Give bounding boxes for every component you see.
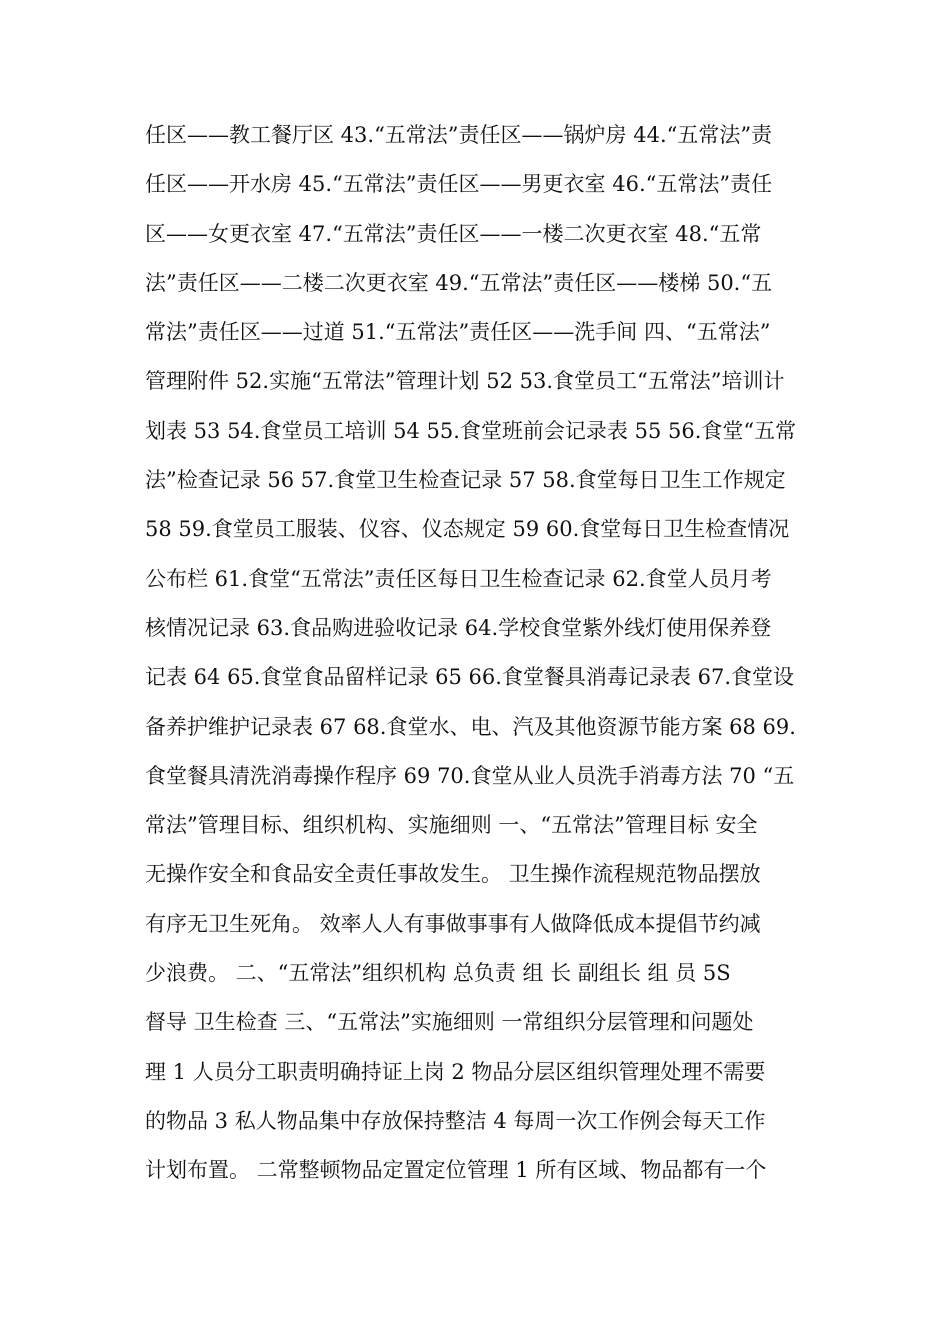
text-line: 核情况记录 63.食品购进验收记录 64.学校食堂紫外线灯使用保养登 xyxy=(145,615,772,640)
text-line: 任区——教工餐厅区 43.“五常法”责任区——锅炉房 44.“五常法”责 xyxy=(145,123,773,147)
text-line: 计划布置。 二常整顿物品定置定位管理 1 所有区域、物品都有一个 xyxy=(145,1158,767,1183)
text-line: 无操作安全和食品安全责任事故发生。 卫生操作流程规范物品摆放 xyxy=(145,862,761,887)
text-line: 法”责任区——二楼二次更衣室 49.“五常法”责任区——楼梯 50.“五 xyxy=(145,270,773,295)
text-line: 记表 64 65.食堂食品留样记录 65 66.食堂餐具消毒记录表 67.食堂设 xyxy=(145,665,795,690)
text-line: 备养护维护记录表 67 68.食堂水、电、汽及其他资源节能方案 68 69. xyxy=(145,714,796,739)
text-line: 公布栏 61.食堂“五常法”责任区每日卫生检查记录 62.食堂人员月考 xyxy=(145,566,772,591)
text-line: 的物品 3 私人物品集中存放保持整洁 4 每周一次工作例会每天工作 xyxy=(145,1108,766,1133)
text-line: 食堂餐具清洗消毒操作程序 69 70.食堂从业人员洗手消毒方法 70 “五 xyxy=(145,763,795,788)
text-line: 法”检查记录 56 57.食堂卫生检查记录 57 58.食堂每日卫生工作规定 xyxy=(145,468,786,493)
text-line: 理 1 人员分工职责明确持证上岗 2 物品分层区组织管理处理不需要 xyxy=(145,1059,766,1084)
text-line: 区——女更衣室 47.“五常法”责任区——一楼二次更衣室 48.“五常 xyxy=(145,221,762,246)
text-line: 划表 53 54.食堂员工培训 54 55.食堂班前会记录表 55 56.食堂“五常 xyxy=(145,418,797,443)
text-line: 58 59.食堂员工服装、仪容、仪态规定 59 60.食堂每日卫生检查情况 xyxy=(145,517,790,542)
text-line: 常法”管理目标、组织机构、实施细则 一、“五常法”管理目标 安全 xyxy=(145,813,758,838)
text-line: 少浪费。 二、“五常法”组织机构 总负责 组 长 副组长 组 员 5S xyxy=(145,961,731,986)
text-line: 有序无卫生死角。 效率人人有事做事事有人做降低成本提倡节约减 xyxy=(145,911,761,936)
text-line: 任区——开水房 45.“五常法”责任区——男更衣室 46.“五常法”责任 xyxy=(145,172,773,197)
body-text xyxy=(145,111,815,1196)
text-line: 督导 卫生检查 三、“五常法”实施细则 一常组织分层管理和问题处 xyxy=(145,1010,754,1035)
text-line: 常法”责任区——过道 51.“五常法”责任区——洗手间 四、“五常法” xyxy=(145,320,771,345)
text-line: 管理附件 52.实施“五常法”管理计划 52 53.食堂员工“五常法”培训计 xyxy=(145,369,785,394)
